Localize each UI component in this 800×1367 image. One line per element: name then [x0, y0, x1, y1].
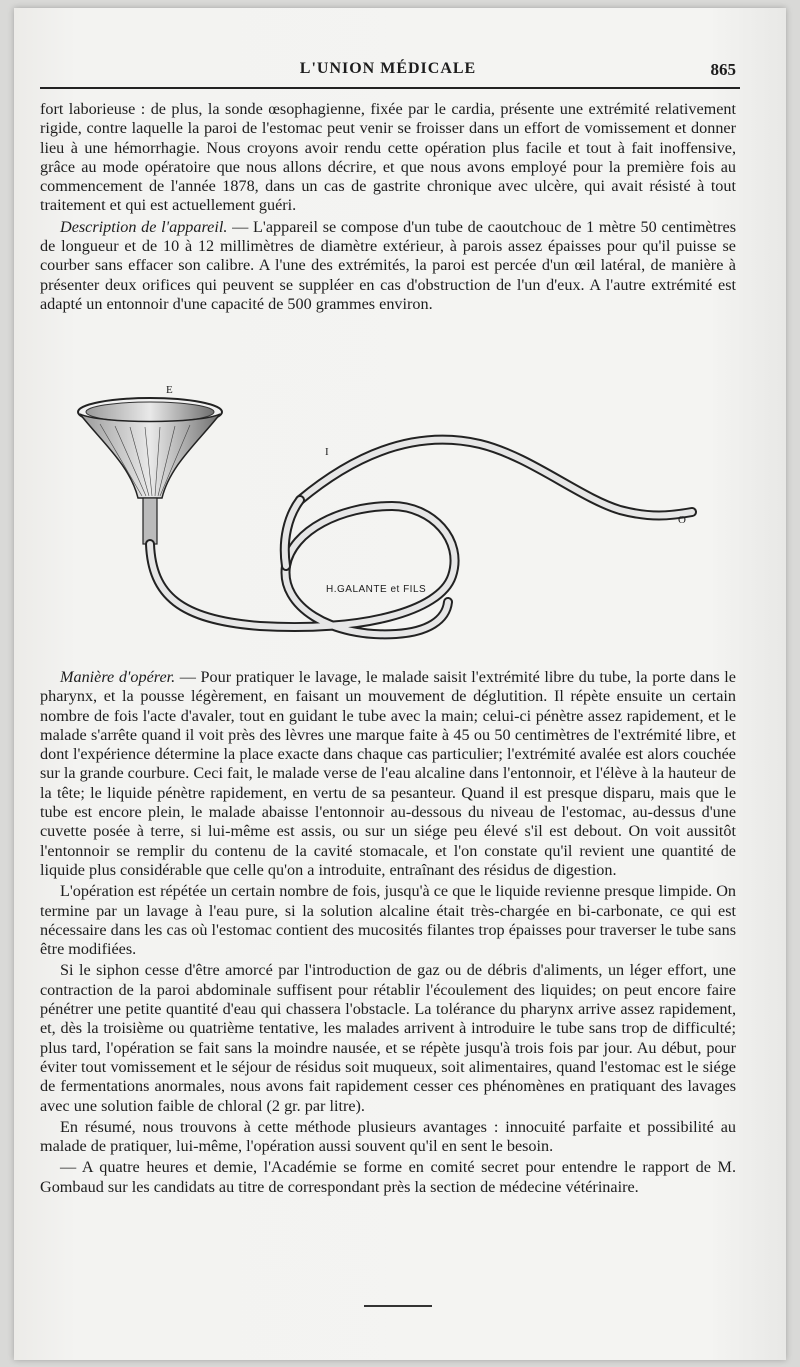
- running-title: L'UNION MÉDICALE: [299, 60, 477, 77]
- paragraph-description: [40, 218, 736, 314]
- description-text: — L'appareil se compose d'un tube de caoutchouc de 1 mètre 50 centimètres de longueur et de 10 à 12 millimètres de diamètre extérieur, à parois assez épaisses pour qu'il puisse se courber sans effacer son calibre. A l'une des extrémités, la paroi est percée d'un œil latéral, de manière à présenter deux orifices qui peuvent se suppléer en cas d'obstruction de l'un d'eux. A l'autre extrémité est adapté un entonnoir d'une capacité de 500 grammes environ.: [40, 217, 736, 313]
- label-tube-I: I: [325, 446, 329, 458]
- page-number: 865: [710, 60, 736, 79]
- maniere-text: — Pour pratiquer le lavage, le malade saisit l'extrémité libre du tube, la porte dans le pharynx, et la pousse légèrement, en faisant un mouvement de déglutition. Il répète ensuite un certain nombre de fois l'acte d'avaler, tout en guidant le tube avec la main; celui-ci pénètre assez rapidement, et le malade s'arrête quand il voit près des lèvres une marque faite à 45 ou 50 centimètres de l'extrémité libre, et dont l'expérience détermine la place exacte dans chaque cas particulier; l'extrémité avalée est alors couchée sur la grande courbure. Ceci fait, le malade verse de l'eau alcaline dans l'entonnoir, et l'élève à la hauteur de la tête; le liquide pénètre rapidement, en vertu de sa pesanteur. Quand il est presque disparu, mais que le tube est encore plein, le malade abaisse l'entonnoir au-dessous du niveau de l'estomac, au-dessus d'une cuvette posée à terre, si lui-même est assis, ou sur un siége peu élevé s'il est debout. On voit aussitôt l'entonnoir se remplir du contenu de la cavité stomacale, et l'on constate qu'il revient une quantité de liquide plus considérable que celle qu'on a introduite, entraînant des résidus de digestion.: [40, 668, 736, 879]
- page-header: [40, 60, 736, 84]
- engraver-credit: H.GALANTE et FILS: [326, 584, 427, 595]
- text-block-top: [40, 100, 736, 314]
- label-end-O: O: [678, 514, 686, 526]
- header-rule: [40, 87, 740, 89]
- paragraph-resume: En résumé, nous trouvons à cette méthode plusieurs avantages : innocuité parfaite et possibilité au malade de pratiquer, lui-même, l'opération aussi souvent qu'il en sent le besoin.: [40, 1117, 736, 1156]
- paragraph-intro: fort laborieuse : de plus, la sonde œsophagienne, fixée par le cardia, présente une extrémité relativement rigide, contre laquelle la paroi de l'estomac peut venir se froisser dans un effort de vomissement et donner lieu à une hémorrhagie. Nous croyons avoir rendu cette opération plus facile et tout à fait inoffensive, grâce au mode opératoire que nous allons décrire, et que nous avons employé pour la première fois au commencement de l'année 1878, dans un cas de gastrite chronique avec ulcère, qui avait résisté à tout traitement et qui est actuellement guéri.: [40, 100, 736, 215]
- apparatus-drawing: [60, 380, 720, 670]
- paragraph-siphon: Si le siphon cesse d'être amorcé par l'introduction de gaz ou de débris d'aliments, un léger effort, une contraction de la paroi abdominale suffisent pour rétablir l'écoulement des liquides; on peut encore faire pénétrer une petite quantité d'eau qui chassera l'obstacle. La tolérance du pharynx arrive assez rapidement, et, dès la troisième ou quatrième tentative, les malades arrivent à introduire le tube sans trop de difficulté; plus tard, l'opération se fait sans la moindre nausée, et se répète jusqu'à trois fois par jour. Au début, pour éviter tout vomissement et le séjour de résidus soit muqueux, soit alimentaires, quand l'estomac est le siége de fermentations anormales, nous avons fait rapidement cesser ces phénomènes en pratiquant des lavages avec une solution faible de chloral (2 gr. par litre).: [40, 961, 736, 1115]
- maniere-heading: Manière d'opérer.: [60, 668, 176, 686]
- apparatus-figure: [60, 380, 720, 670]
- paragraph-operation: L'opération est répétée un certain nombre de fois, jusqu'à ce que le liquide revienne presque limpide. On termine par un lavage à l'eau pure, si la solution alcaline était très-chargée en bi-carbonate, ce qui est nécessaire dans les cas où l'estomac contient des mucosités filantes trop épaisses pour traverser le tube sans être modifiées.: [40, 882, 736, 959]
- paragraph-academie: — A quatre heures et demie, l'Académie se forme en comité secret pour entendre le rapport de M. Gombaud sur les candidats au titre de correspondant près la section de médecine vétérinaire.: [40, 1158, 736, 1196]
- text-block-main: [40, 668, 736, 1197]
- label-funnel-E: E: [166, 384, 173, 396]
- closing-rule: [364, 1305, 432, 1307]
- paragraph-maniere: [40, 668, 736, 880]
- description-heading: Description de l'appareil.: [60, 217, 228, 236]
